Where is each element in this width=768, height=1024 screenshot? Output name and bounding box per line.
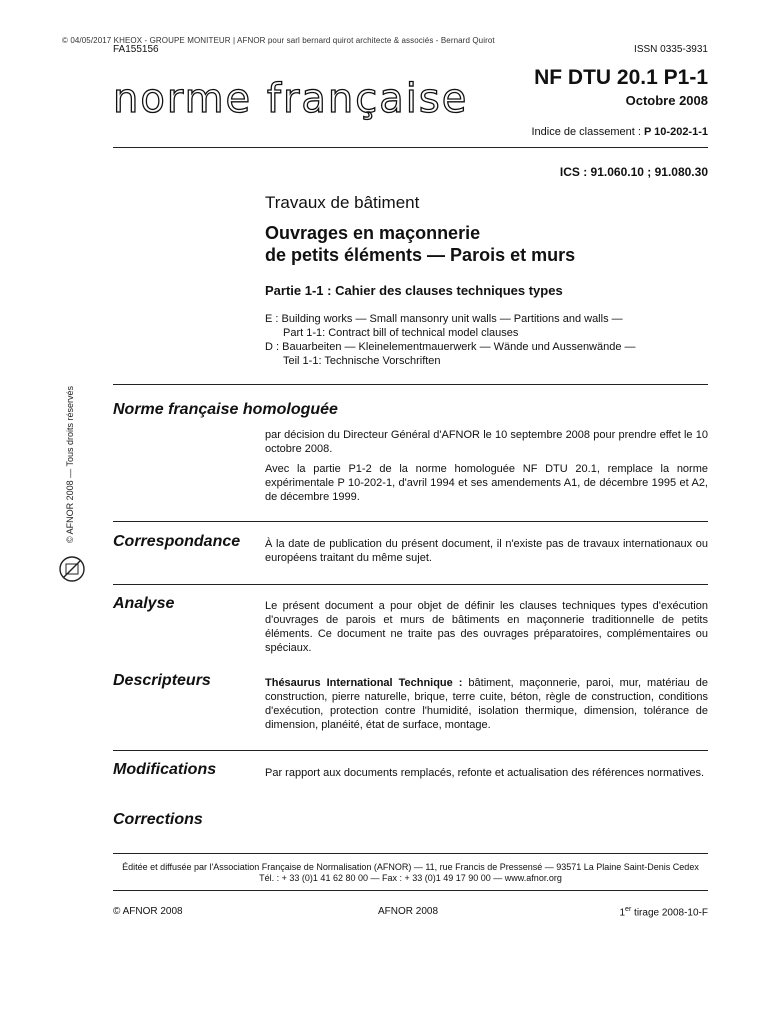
document-category: Travaux de bâtiment (265, 193, 420, 212)
divider-bottom (113, 890, 708, 891)
print-run-text: tirage 2008-10-F (631, 907, 708, 919)
divider-modifications (113, 750, 708, 751)
title-line-1: Ouvrages en maçonnerie (265, 223, 481, 243)
divider-correspondance (113, 521, 708, 522)
footer-copyright: © AFNOR 2008 (113, 906, 183, 917)
section-heading-corrections: Corrections (113, 811, 203, 828)
section-heading-descripteurs: Descripteurs (113, 672, 211, 689)
copyright-vertical-label: © AFNOR 2008 — Tous droits réservés (65, 385, 75, 543)
divider-homologuee (113, 384, 708, 385)
section-body-analyse: Le présent document a pour objet de définir les clauses techniques types d'exécution d'ouvrages de parois et murs de bâtiments en maçonnerie traditionnelle de petits éléments. Ce document ne traite pas des ouvrages préparatoires, complémentaires ou spéciaux. (265, 600, 708, 654)
german-translation (265, 340, 710, 368)
watermark-line: © 04/05/2017 KHEOX - GROUPE MONITEUR | AFNOR pour sarl bernard quirot architecte & associés - Bernard Quirot (62, 36, 495, 45)
issn: ISSN 0335-3931 (634, 44, 708, 55)
classification-index (531, 126, 708, 138)
title-line-2: de petits éléments — Parois et murs (265, 245, 576, 265)
footer-print-run (619, 906, 708, 918)
german-line-1: D : Bauarbeiten — Kleinelementmauerwerk — Wände und Aussenwände — (265, 341, 636, 353)
descripteurs-keywords: bâtiment, maçonnerie, paroi, mur, matériau de construction, pierre naturelle, brique, terre cuite, béton, règle de construction, conditions d'exécution, protection contre l'humidité, isolation thermique, dimension, tolérance de dimension, planéité, état de surface, montage. (265, 677, 708, 731)
homologuee-paragraph-1: par décision du Directeur Général d'AFNOR le 10 septembre 2008 pour prendre effet le 10 octobre 2008. (265, 429, 708, 455)
print-run-number: 1 (619, 907, 626, 919)
divider-footer (113, 853, 708, 854)
print-run-suffix: er (625, 906, 632, 913)
part-title: Partie 1-1 : Cahier des clauses techniques types (265, 283, 563, 298)
section-body-descripteurs (265, 676, 708, 732)
document-title (265, 222, 575, 266)
ics-codes: ICS : 91.060.10 ; 91.080.30 (559, 165, 708, 179)
section-body-correspondance: À la date de publication du présent document, il n'existe pas de travaux internationaux ou européens traitant du même sujet. (265, 538, 708, 564)
section-body-modifications: Par rapport aux documents remplacés, refonte et actualisation des références normatives. (265, 767, 705, 779)
publisher-contact: Tél. : + 33 (0)1 41 62 80 00 — Fax : + 33 (0)1 49 17 90 00 — www.afnor.org (259, 873, 562, 883)
footer-center: AFNOR 2008 (378, 906, 439, 917)
section-heading-correspondance: Correspondance (113, 533, 241, 550)
classification-label: Indice de classement : (531, 126, 641, 138)
brand-wordmark: norme française (113, 76, 469, 122)
section-heading-homologuee: Norme française homologuée (113, 401, 338, 418)
english-line-1: E : Building works — Small mansonry unit walls — Partitions and walls — (265, 313, 623, 325)
divider-analyse (113, 584, 708, 585)
document-reference: FA155156 (113, 44, 159, 55)
homologuee-paragraph-2: Avec la partie P1-2 de la norme homologuée NF DTU 20.1, remplace la norme expérimentale P 10-202-1, d'avril 1994 et ses amendements A1, de décembre 1995 et A2, de décembre 1999. (265, 463, 708, 503)
classification-value: P 10-202-1-1 (643, 126, 708, 138)
header-divider (113, 147, 708, 148)
publication-date: Octobre 2008 (625, 93, 708, 108)
section-body-homologuee (265, 428, 708, 510)
english-translation (265, 312, 710, 340)
section-heading-analyse: Analyse (113, 595, 175, 612)
no-photocopy-stamp-icon (58, 555, 86, 583)
english-line-2: Part 1-1: Contract bill of technical model clauses (283, 327, 519, 339)
german-line-2: Teil 1-1: Technische Vorschriften (283, 355, 441, 367)
publisher-info (113, 862, 708, 884)
standard-number: NF DTU 20.1 P1-1 (534, 66, 708, 89)
section-heading-modifications: Modifications (113, 761, 217, 778)
publisher-address: Éditée et diffusée par l'Association Française de Normalisation (AFNOR) — 11, rue Francis de Pressensé — 93571 La Plaine Saint-Denis Cedex (122, 862, 699, 872)
descripteurs-label: Thésaurus International Technique : (265, 677, 463, 689)
